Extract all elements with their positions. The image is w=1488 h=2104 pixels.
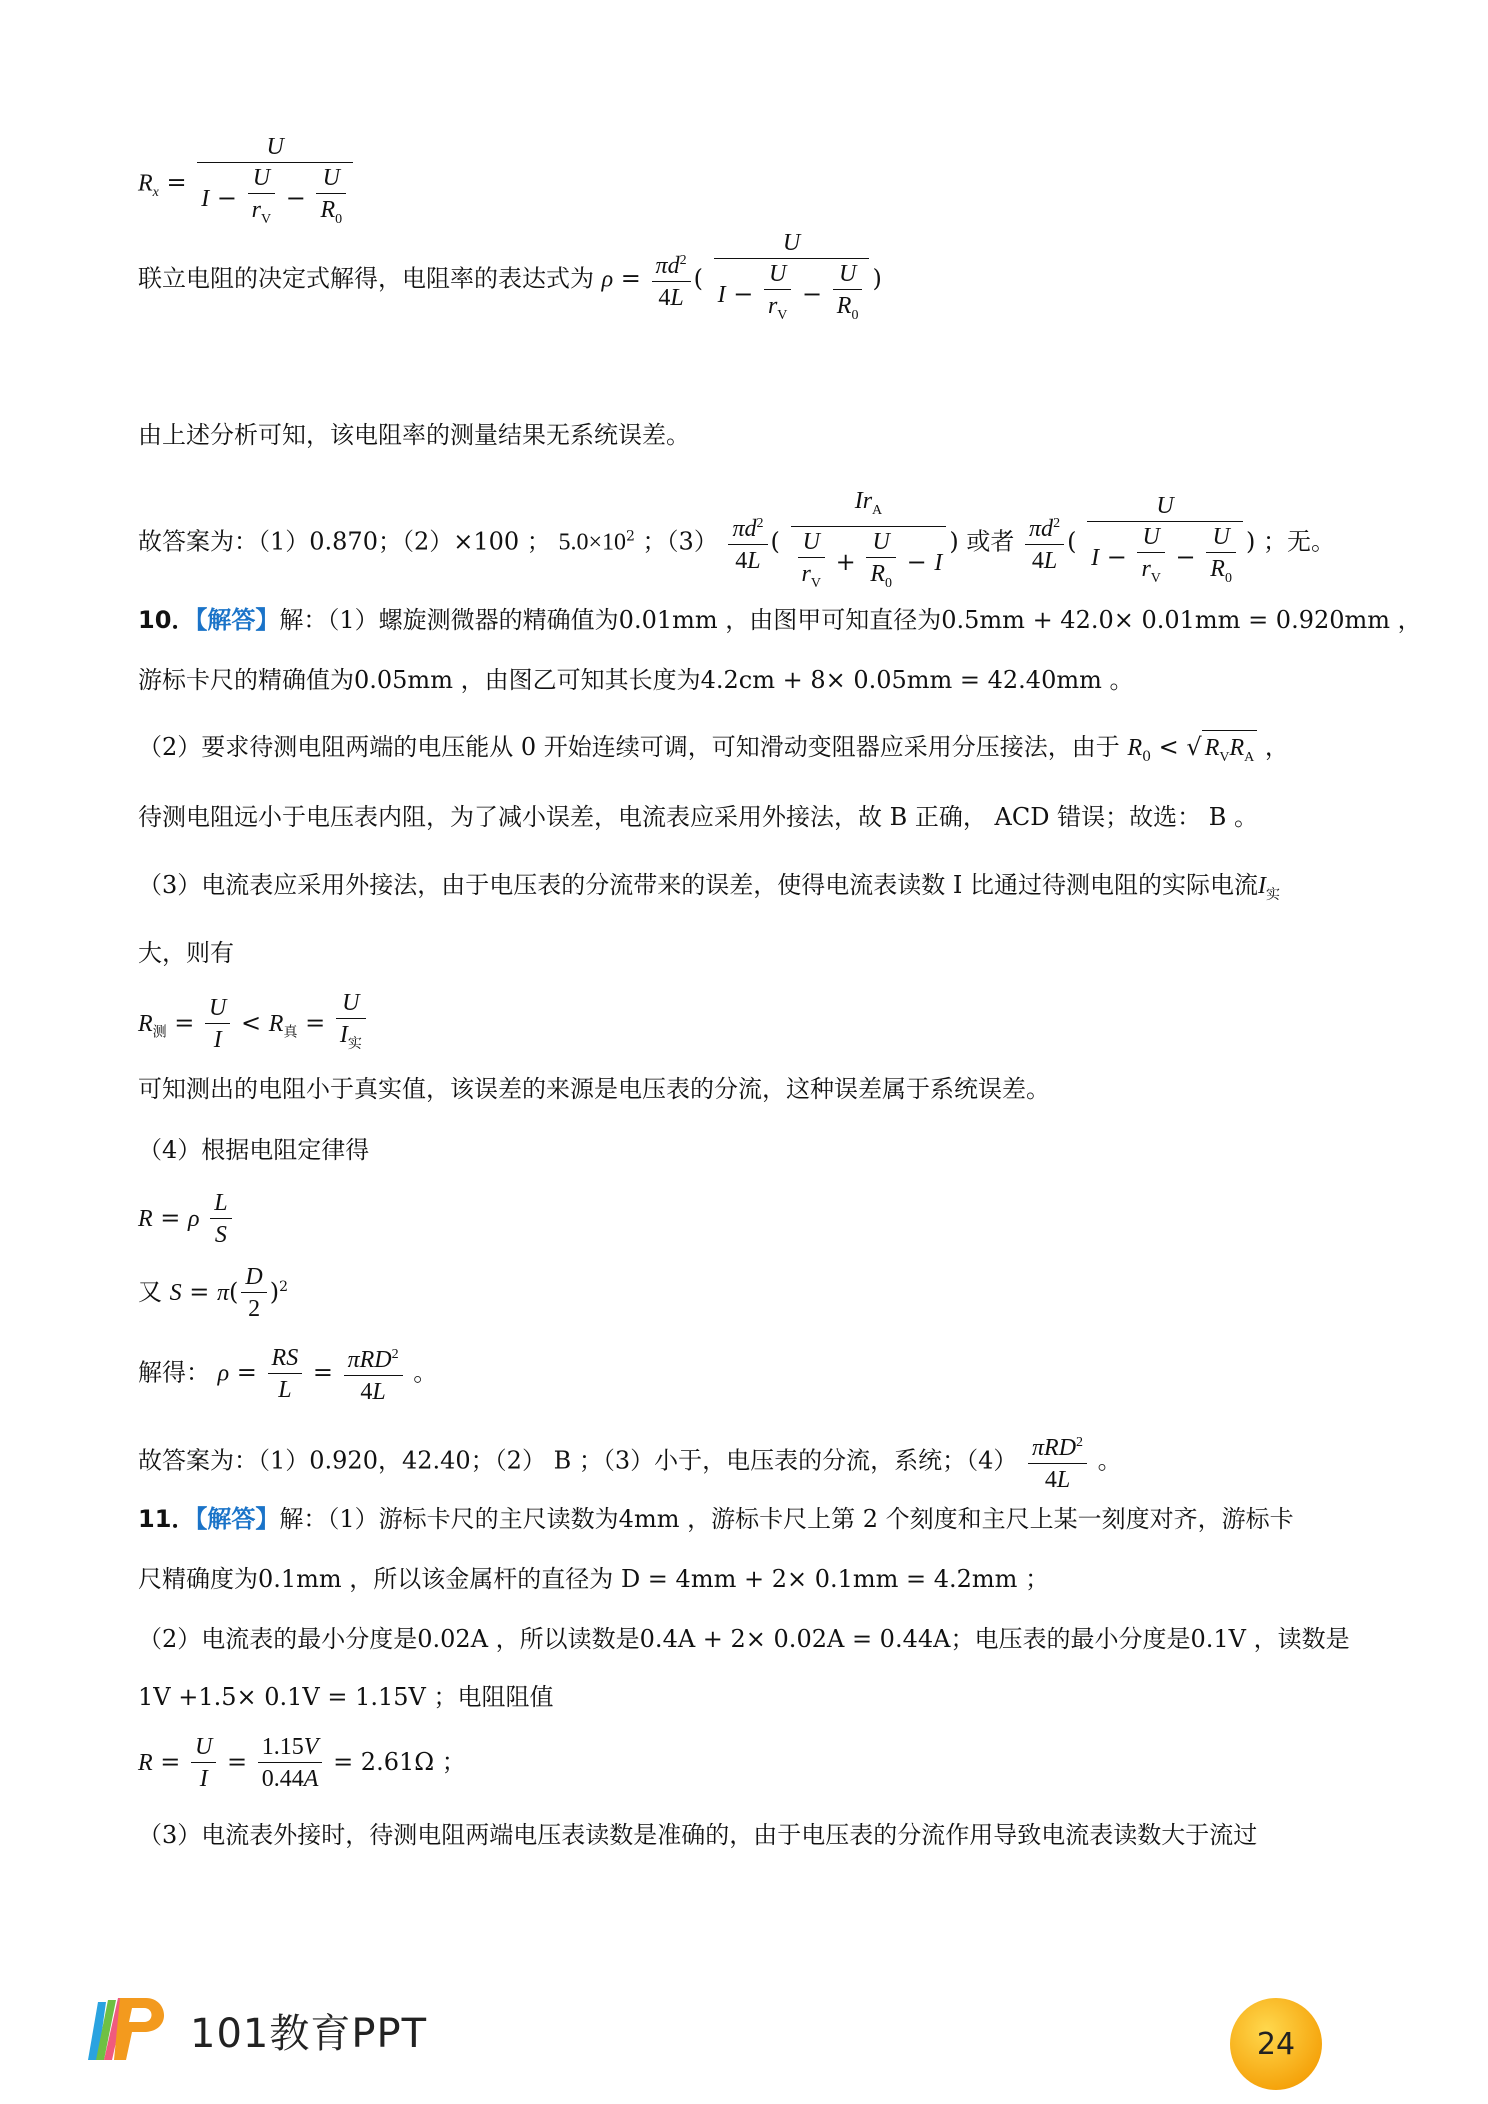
q11-tag: 【解答】: [195, 1505, 280, 1533]
line-resistivity: 联立电阻的决定式解得，电阻率的表达式为 ρ = $\frac{\pi d^2}{4L}$ ( U I − $\frac{U}{r_V}$ − $\frac{U}{R_0}$ ): [138, 228, 1368, 332]
formula-resistance-value: R = $\frac{U}{I}$ = $\frac{1.15V}{0.44A}$ = 2.61Ω ；: [138, 1732, 1368, 1795]
q10-text-5: （3）电流表应采用外接法，由于电压表的分流带来的误差，使得电流表读数 I 比通过待测电阻的实际电流: [138, 871, 1259, 899]
logo-text: 101教育PPT: [190, 2011, 428, 2057]
q10-line-6: 大，则有: [138, 939, 234, 967]
formula-area: 又 S = π( $\frac{D}{2}$ )$^2$: [138, 1262, 1368, 1325]
text-l3a: 故答案为：（1）0.870；（2）×100 ；: [138, 527, 551, 556]
page-number: 24: [1256, 2026, 1296, 2062]
q10-line-7: 可知测出的电阻小于真实值，该误差的来源是电压表的分流，这种误差属于系统误差。: [138, 1075, 1050, 1103]
q10-tag: 【解答】: [195, 606, 280, 634]
line-no-error: 由上述分析可知，该电阻率的测量结果无系统误差。: [138, 421, 690, 449]
q11-number: 11．: [138, 1505, 196, 1533]
formula-solve: 解得： ρ = $\frac{RS}{L}$ = $\frac{\pi RD^2}{4L}$ 。: [138, 1340, 1368, 1408]
q10-text-9: 又: [138, 1278, 162, 1306]
q11-line-2: 尺精确度为0.1mm ，所以该金属杆的直径为 D = 4mm + 2× 0.1mm = 4.2mm ；: [138, 1565, 1050, 1593]
text-l3e: ；无。: [1262, 527, 1335, 556]
logo-icon: [80, 1990, 180, 2066]
formula-r-law: R = ρ $\frac{L}{S}$: [138, 1188, 1368, 1251]
q10-answer: 故答案为：（1）0.920，42.40；（2） B ；（3）小于，电压表的分流，系统；（4） $\frac{\pi RD^2}{4L}$ 。: [138, 1428, 1368, 1496]
q10-text-10: 解得：: [138, 1358, 210, 1387]
q10-text-3: （2）要求待测电阻两端的电压能从 0 开始连续可调，可知滑动变阻器应采用分压接法，由于: [138, 733, 1120, 761]
q10-text-11: 故答案为：（1）0.920，42.40；（2） B ；（3）小于，电压表的分流，系统；（4）: [138, 1446, 1018, 1475]
page-number-badge: [1230, 1998, 1322, 2090]
q10-number: 10．: [138, 606, 196, 634]
q10-line-4: 待测电阻远小于电压表内阻，为了减小误差，电流表应采用外接法，故 B 正确， ACD 错误；故选： B 。: [138, 803, 1258, 831]
q11-text-1: 解：（1）游标卡尺的主尺读数为4mm ，游标卡尺上第 2 个刻度和主尺上某一刻度对齐，游标卡: [279, 1505, 1294, 1533]
text-l3c: ；（3）: [642, 527, 718, 556]
formula-rx: $R_x$ = U I − $\frac{U}{r_V}$ − $\frac{U}{R_0}$: [138, 132, 1368, 236]
brand-logo: [80, 1990, 460, 2066]
q10-line-1: [138, 603, 1422, 637]
line-answer-9: 故答案为：（1）0.870；（2）×100 ； $5.0\times 10^2$ ；（3） $\frac{\pi d^2}{4L}$ ( $Ir_A$ $\frac{U}{r_V}$ + $\frac{U}{R_0}$ − I ) 或者 $\frac{\pi d^2}{4L}$ ( U I − $\frac{U}{r_V}$ − $\frac{U}{R_0}$ ) ；无。: [138, 486, 1368, 600]
q11-line-3: （2）电流表的最小分度是0.02A ，所以读数是0.4A + 2× 0.02A = 0.44A；电压表的最小分度是0.1V ，读数是: [138, 1625, 1350, 1653]
q11-line-5: （3）电流表外接时，待测电阻两端电压表读数是准确的，由于电压表的分流作用导致电流表读数大于流过: [138, 1821, 1258, 1849]
q10-text-1: 解：（1）螺旋测微器的精确值为0.01mm ，由图甲可知直径为0.5mm + 42.0× 0.01mm = 0.920mm ，: [279, 606, 1422, 634]
text-l3b: 5.0×10: [558, 529, 626, 556]
q10-line-8: （4）根据电阻定律得: [138, 1136, 370, 1164]
text-l1: 联立电阻的决定式解得，电阻率的表达式为: [138, 264, 594, 293]
q10-line-3: （2）要求待测电阻两端的电压能从 0 开始连续可调，可知滑动变阻器应采用分压接法，由于 $R_0$ < √ $R_VR_A$ ，: [138, 730, 1368, 775]
q10-line-5: （3）电流表应采用外接法，由于电压表的分流带来的误差，使得电流表读数 I 比通过待测电阻的实际电流$I_实$: [138, 871, 1281, 903]
text-l3d: 或者: [966, 527, 1015, 556]
q11-line-1: [138, 1502, 1368, 1536]
q10-line-2: 游标卡尺的精确值为0.05mm ，由图乙可知其长度为4.2cm + 8× 0.05mm = 42.40mm 。: [138, 666, 1134, 694]
q11-line-4: 1V +1.5× 0.1V = 1.15V ；电阻阻值: [138, 1683, 554, 1711]
formula-r-measured: $R_测$ = $\frac{U}{I}$ < $R_真$ = $\frac{U}{I_实}$: [138, 988, 1368, 1061]
